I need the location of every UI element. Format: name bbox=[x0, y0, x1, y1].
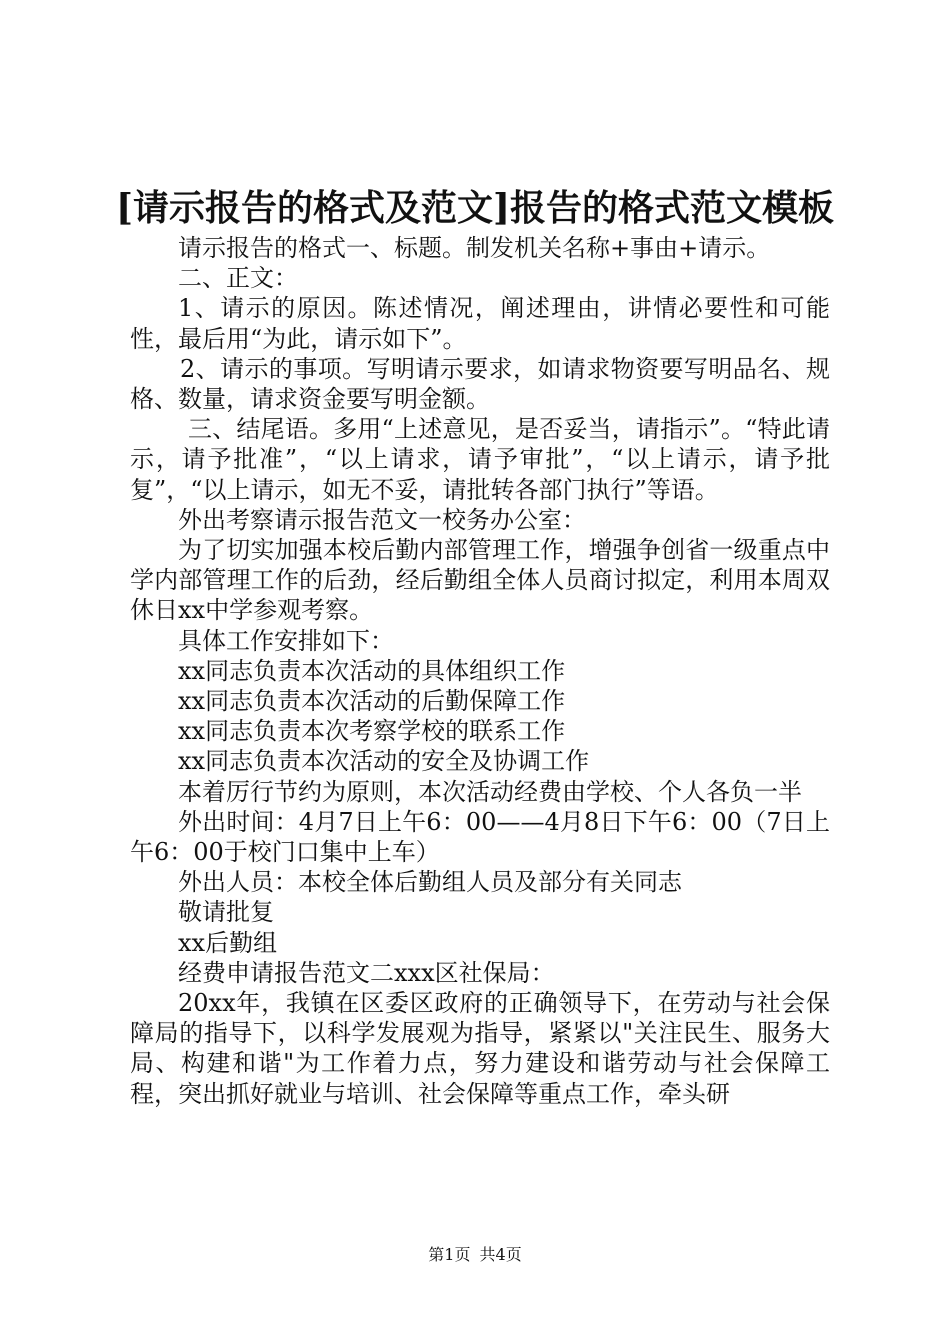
paragraph: 外出人员：本校全体后勤组人员及部分有关同志 bbox=[178, 868, 682, 897]
paragraph: 具体工作安排如下： bbox=[178, 626, 394, 655]
paragraph: 为了切实加强本校后勤内部管理工作，增强争创省一级重点中学内部管理工作的后劲，经后勤组全体人员商讨拟定，利用本周双休日xx中学参观考察。 bbox=[130, 536, 830, 625]
paragraph: xx后勤组 bbox=[178, 928, 278, 957]
page-footer bbox=[0, 1244, 950, 1266]
paragraph: 2、请示的事项。写明请示要求，如请求物资要写明品名、规格、数量，请求资金要写明金额。 bbox=[130, 354, 830, 414]
paragraph: xx同志负责本次活动的安全及协调工作 bbox=[178, 747, 590, 776]
paragraph: 20xx年，我镇在区委区政府的正确领导下，在劳动与社会保障局的指导下，以科学发展观为指导，紧紧以"关注民生、服务大局、构建和谐"为工作着力点，努力建设和谐劳动与社会保障工程，突出抓好就业与培训、社会保障等重点工作，牵头研 bbox=[130, 989, 830, 1108]
document-body bbox=[130, 233, 830, 1109]
paragraph: xx同志负责本次活动的具体组织工作 bbox=[178, 656, 566, 685]
paragraph: 外出时间：4月7日上午6：00——4月8日下午6：00（7日上午6：00于校门口集中上车） bbox=[130, 807, 830, 867]
paragraph: xx同志负责本次考察学校的联系工作 bbox=[178, 717, 566, 746]
paragraph: 经费申请报告范文二xxx区社保局： bbox=[178, 958, 555, 987]
paragraph: 本着厉行节约为原则，本次活动经费由学校、个人各负一半 bbox=[178, 777, 802, 806]
page-number: 第1页 bbox=[428, 1245, 471, 1264]
paragraph: 外出考察请示报告范文一校务办公室： bbox=[178, 505, 586, 534]
paragraph: 敬请批复 bbox=[178, 898, 274, 927]
paragraph: 1、请示的原因。陈述情况，阐述理由，讲情必要性和可能性，最后用“为此，请示如下”。 bbox=[130, 294, 830, 353]
page-total: 共4页 bbox=[479, 1245, 522, 1264]
paragraph: xx同志负责本次活动的后勤保障工作 bbox=[178, 687, 566, 716]
document-title: [请示报告的格式及范文]报告的格式范文模板 bbox=[115, 187, 835, 229]
paragraph: 二、正文： bbox=[178, 264, 298, 293]
paragraph: 请示报告的格式一、标题。制发机关名称+事由+请示。 bbox=[178, 234, 771, 262]
paragraph: 三、结尾语。多用“上述意见，是否妥当，请指示”。“特此请示，请予批准”，“以上请求，请予审批”，“以上请示，请予批复”，“以上请示，如无不妥，请批转各部门执行”等语。 bbox=[130, 415, 830, 504]
